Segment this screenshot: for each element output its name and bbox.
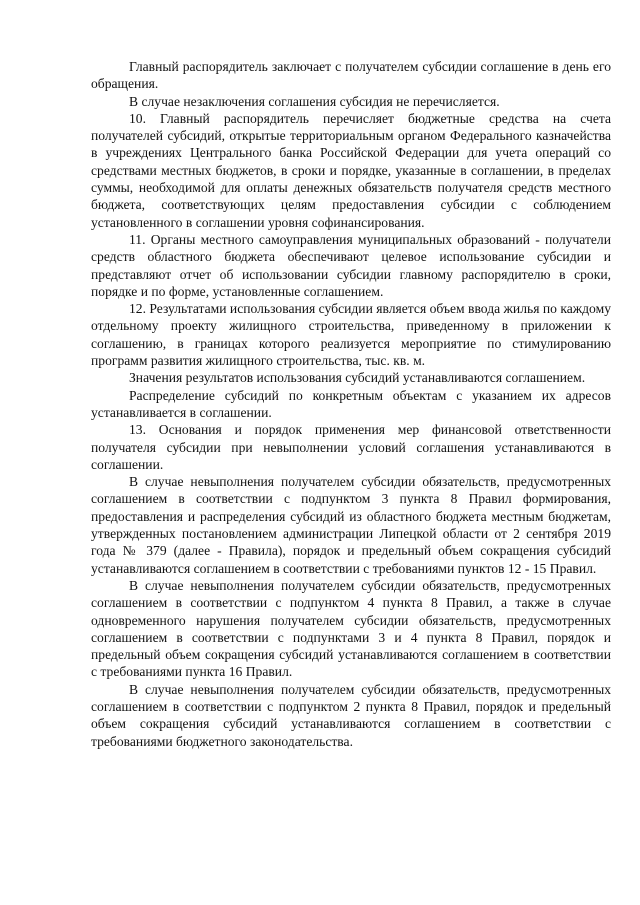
paragraph-case-subclause-3: В случае невыполнения получателем субсидии обязательств, предусмотренных соглашением в соответствии с подпунктом 3 пункта 8 Правил формирования, предоставления и распределения субсидий из областного бюджета местным бюджетам, утвержденных постановлением администрации Липецкой области от 2 сентября 2019 года № 379 (далее - Правила), порядок и предельный объем сокращения субсидий устанавливаются соглашением в соответствии с требованиями пунктов 12 - 15 Правил.	[91, 474, 611, 576]
paragraph-item-11: 11. Органы местного самоуправления муниципальных образований - получатели средств областного бюджета обеспечивают целевое использование субсидии и представляют отчет об использовании субсидии главному распорядителю в сроки, порядке и по форме, установленные соглашением.	[91, 231, 611, 299]
document-body	[91, 58, 611, 750]
paragraph-item-10: 10. Главный распорядитель перечисляет бюджетные средства на счета получателей субсидий, открытые территориальным органом Федерального казначейства в учреждениях Центрального банка Российской Федерации для учета операций со средствами местных бюджетов, в сроки и порядке, указанные в соглашении, в пределах суммы, необходимой для оплаты денежных обязательств получателя средств местного бюджета, соответствующих целям предоставления субсидии с соблюдением установленного в соглашении уровня софинансирования.	[91, 110, 611, 230]
paragraph-result-values: Значения результатов использования субсидий устанавливаются соглашением.	[129, 370, 586, 386]
paragraph-case-subclause-4: В случае невыполнения получателем субсидии обязательств, предусмотренных соглашением в соответствии с подпунктом 4 пункта 8 Правил, а также в случае одновременного нарушения получателем субсидии обязательств, предусмотренных соглашением в соответствии с подпунктами 3 и 4 пункта 8 Правил, порядок и предельный объем сокращения субсидий устанавливаются соглашением в соответствии с требованиями пункта 16 Правил.	[91, 577, 611, 680]
paragraph-item-13: 13. Основания и порядок применения мер финансовой ответственности получателя субсидии при невыполнении условий соглашения устанавливаются в соглашении.	[91, 422, 611, 472]
paragraph-agreement-conclusion: Главный распорядитель заключает с получателем субсидии соглашение в день его обращения.	[91, 59, 611, 92]
paragraph-case-subclause-2: В случае невыполнения получателем субсидии обязательств, предусмотренных соглашением в соответствии с подпунктом 2 пункта 8 Правил, порядок и предельный объем сокращения субсидий устанавливаются соглашением в соответствии с требованиями бюджетного законодательства.	[91, 681, 611, 749]
paragraph-distribution: Распределение субсидий по конкретным объектам с указанием их адресов устанавливается в соглашении.	[91, 387, 611, 420]
paragraph-item-12: 12. Результатами использования субсидии является объем ввода жилья по каждому отдельному проекту жилищного строительства, приведенному в приложении к соглашению, в границах которого реализуется мероприятие по стимулированию программ развития жилищного строительства, тыс. кв. м.	[91, 301, 611, 369]
paragraph-no-agreement: В случае незаключения соглашения субсидия не перечисляется.	[129, 93, 500, 109]
